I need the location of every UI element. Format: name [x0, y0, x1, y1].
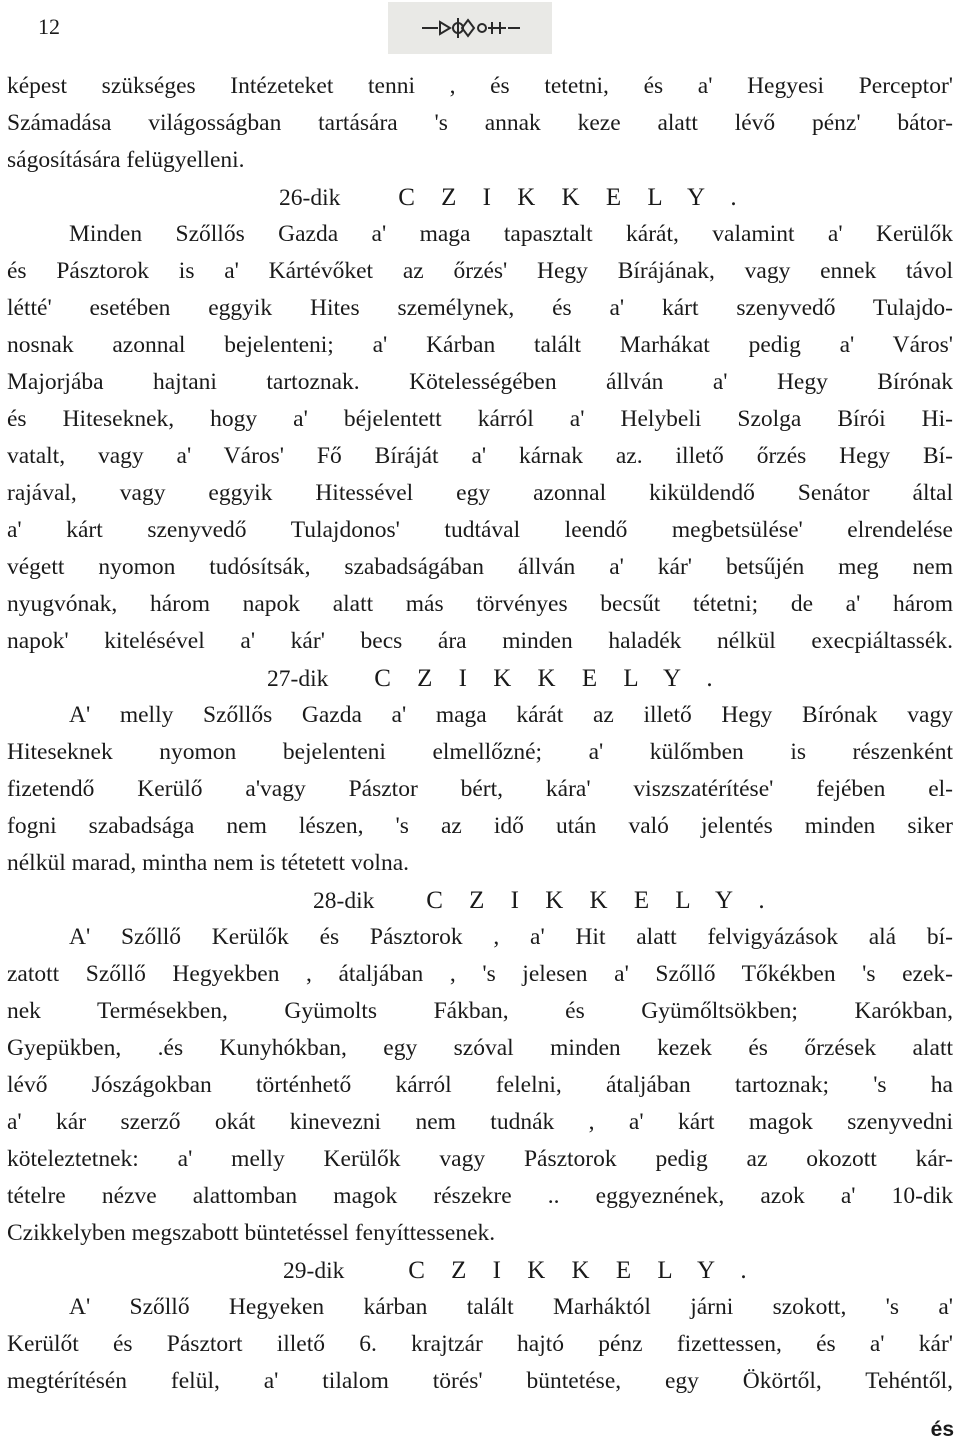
article-heading-29 — [7, 1252, 953, 1289]
catchword: és — [930, 1418, 954, 1441]
text-line: nek Termésekben, Gyümolts Fákban, és Gyümőltsökben; Karókban, — [7, 998, 953, 1024]
article-word: C Z I K K E L Y . — [374, 665, 723, 692]
text-line: képest szükséges Intézeteket tenni , és tetetni, és a' Hegyesi Perceptor' — [7, 73, 953, 99]
text-line: köteleztetnek: a' melly Kerülők vagy Pásztorok pedig az okozott kár- — [7, 1146, 953, 1172]
article-number: 29-dik — [283, 1258, 345, 1284]
text-line: végett nyomon tudósítsák, szabadságában állván a' kár' betsűjén meg nem — [7, 554, 953, 580]
text-line: Kerülőt és Pásztort illető 6. krajtzár hajtó pénz fizettessen, és a' kár' — [7, 1331, 953, 1357]
text-line: nyugvónak, három napok alatt más törvényes becsűt tétetni; de a' három — [7, 591, 953, 617]
header-ornament — [388, 2, 552, 54]
text-line: Hiteseknek nyomon bejelenteni elmellőzné; a' külőmben is részenként — [7, 739, 953, 765]
text-line: fogni szabadsága nem lészen, 's az idő után való jelentés minden siker — [7, 813, 953, 839]
text-line: és Pásztorok is a' Kártévőket az őrzés' Hegy Bírájának, vagy ennek távol — [7, 258, 953, 284]
text-line: Czikkelyben megszabott büntetéssel fenyíttessenek. — [7, 1220, 496, 1246]
article-word: C Z I K K E L Y . — [398, 184, 747, 211]
article-number: 26-dik — [279, 185, 341, 211]
text-line: nélkül marad, mintha nem is tétetett volna. — [7, 850, 410, 876]
text-line: A' Szőllő Kerülők és Pásztorok , a' Hit alatt felvigyázások alá bí- — [69, 924, 953, 950]
page-number: 12 — [38, 14, 60, 39]
text-line: nosnak azonnal bejelenteni; a' Kárban talált Marhákat pedig a' Város' — [7, 332, 953, 358]
article-number: 27-dik — [267, 666, 329, 692]
article-word: C Z I K K E L Y . — [408, 1257, 757, 1284]
text-line: Minden Szőllős Gazda a' maga tapasztalt kárát, valamint a' Kerülők — [69, 221, 953, 247]
article-heading-28 — [7, 882, 953, 919]
text-line: napok' kitelésével a' kár' becs ára minden haladék nélkül execpiáltassék. — [7, 628, 953, 654]
page-text — [7, 68, 953, 1400]
text-line: fizetendő Kerülő a'vagy Pásztor bért, kára' viszszatérítése' fejében el- — [7, 776, 953, 802]
text-line: megtérítésén felül, a' tilalom törés' büntetése, egy Ökörtől, Tehéntől, — [7, 1368, 953, 1394]
article-heading-27 — [7, 660, 953, 697]
text-line: rajával, vagy eggyik Hitessével egy azonnal kiküldendő Senátor által — [7, 480, 953, 506]
text-line: a' kárt szenyvedő Tulajdonos' tudtával leendő megbetsülése' elrendelése — [7, 517, 953, 543]
article-heading-26 — [7, 179, 953, 216]
text-line: Majorjába hajtani tartoznak. Kötelességében állván a' Hegy Bírónak — [7, 369, 953, 395]
text-line: Számadása világosságban tartására 's annak keze alatt lévő pénz' bátor- — [7, 110, 953, 136]
text-line: vatalt, vagy a' Város' Fő Bíráját a' kárnak az. illető őrzés Hegy Bí- — [7, 443, 953, 469]
text-line: Gyepükben, .és Kunyhókban, egy szóval minden kezek és őrzések alatt — [7, 1035, 953, 1061]
text-line: tételre nézve alattomban magok részekre .. eggyeznének, azok a' 10-dik — [7, 1183, 953, 1209]
text-line: ságosítására felügyelleni. — [7, 147, 245, 173]
text-line: létté' esetében eggyik Hites személynek, és a' kárt szenyvedő Tulajdo- — [7, 295, 953, 321]
text-line: lévő Jószágokban történhető kárról felelni, átaljában tartoznak; 's ha — [7, 1072, 953, 1098]
article-number: 28-dik — [313, 888, 375, 914]
article-word: C Z I K K E L Y . — [426, 887, 775, 914]
text-line: a' kár szerző okát kinevezni nem tudnák , a' kárt magok szenyvedni — [7, 1109, 953, 1135]
text-line: A' melly Szőllős Gazda a' maga kárát az illető Hegy Bírónak vagy — [69, 702, 953, 728]
text-line: zatott Szőllő Hegyekben , átaljában , 's jelesen a' Szőllő Tőkékben 's ezek- — [7, 961, 953, 987]
text-line: A' Szőllő Hegyeken kárban talált Marháktól járni szokott, 's a' — [69, 1294, 953, 1320]
text-line: és Hiteseknek, hogy a' béjelentett kárról a' Helybeli Szolga Bírói Hi- — [7, 406, 953, 432]
